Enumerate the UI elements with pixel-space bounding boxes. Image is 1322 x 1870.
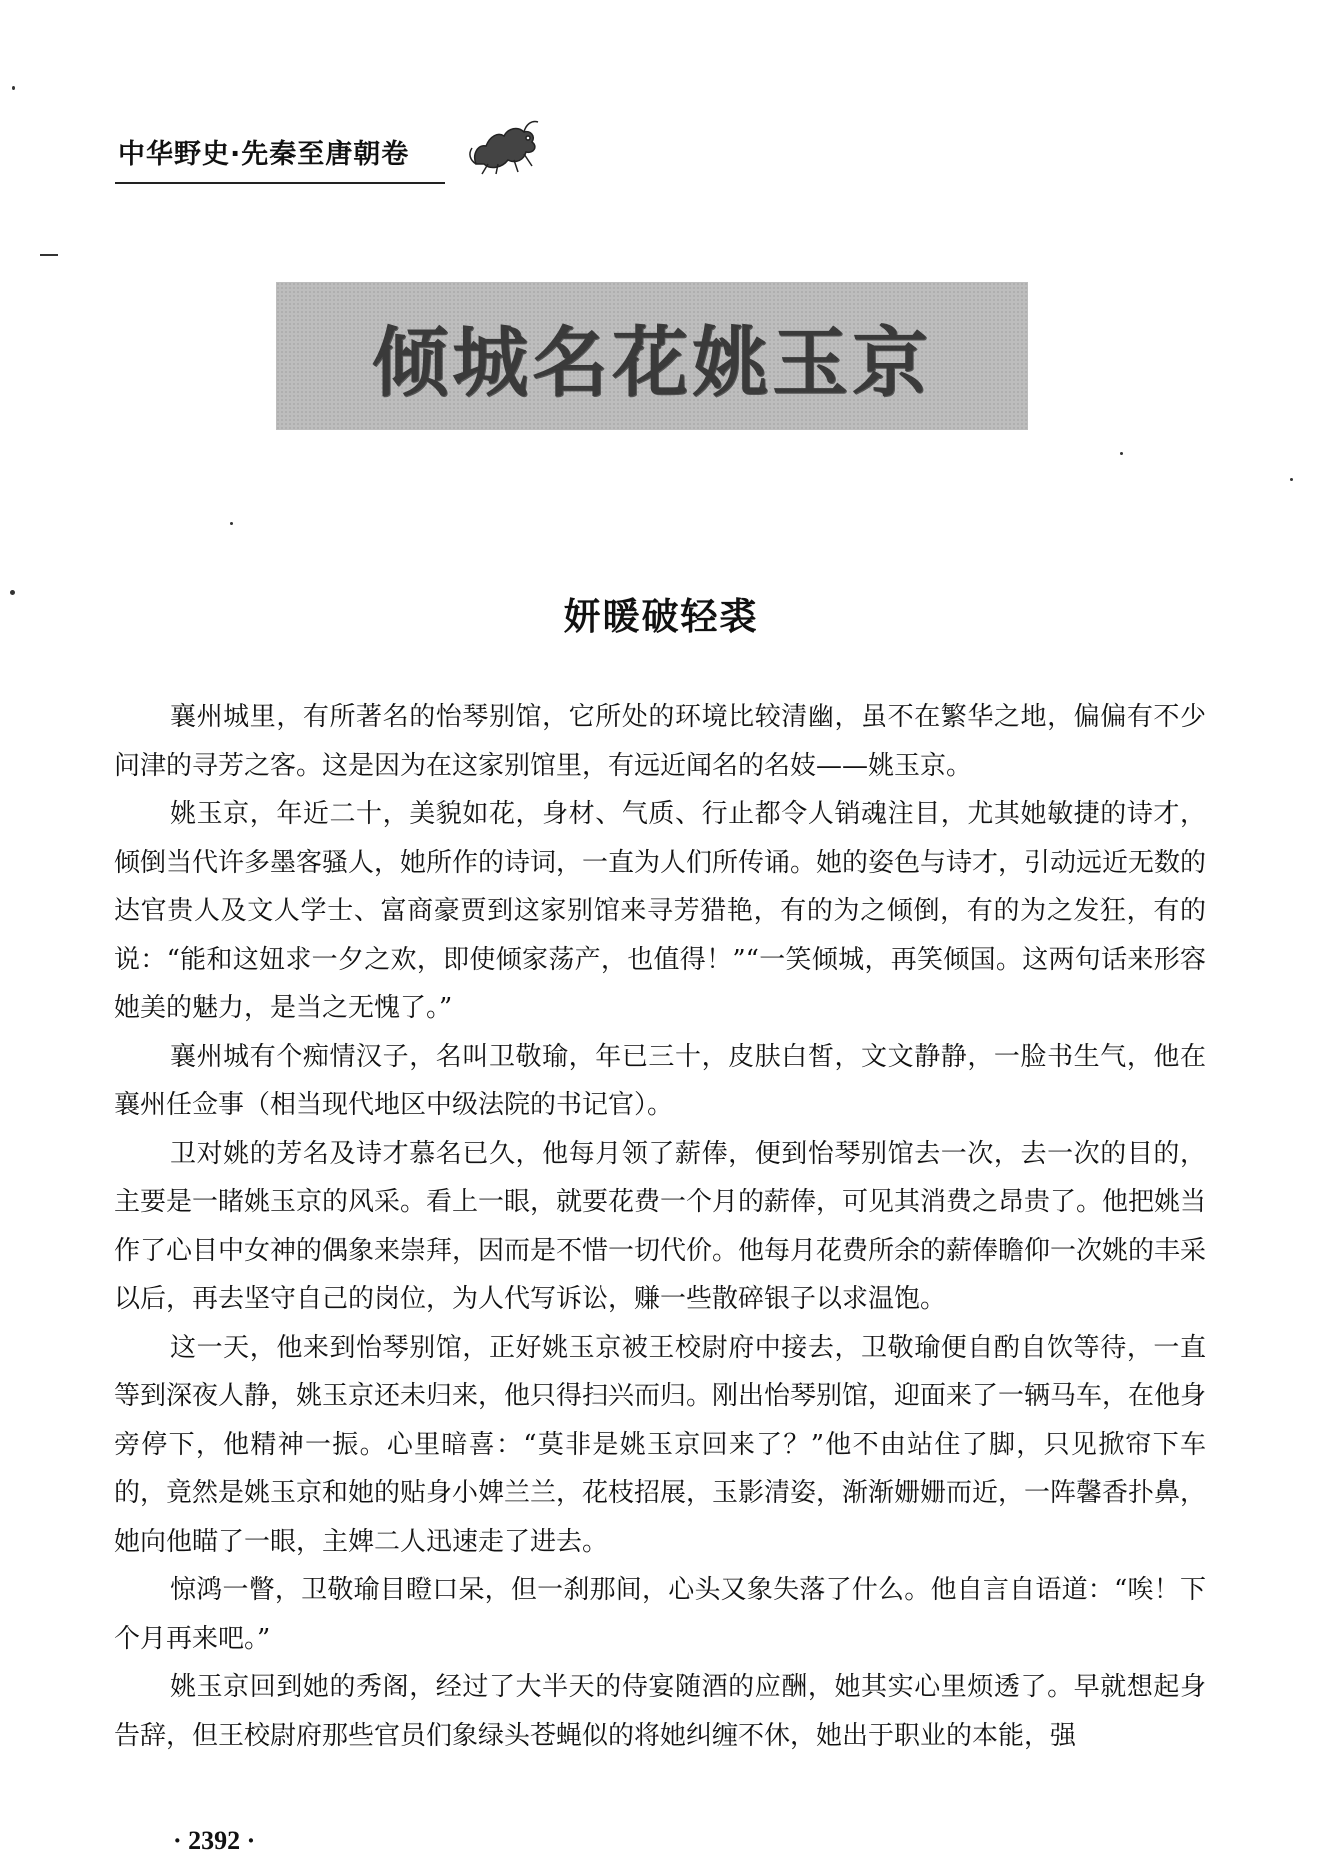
paragraph: 襄州城有个痴情汉子，名叫卫敬瑜，年已三十，皮肤白皙，文文静静，一脸书生气，他在襄州任佥事（相当现代地区中级法院的书记官）。 [114, 1041, 1206, 1120]
paragraph: 这一天，他来到怡琴别馆，正好姚玉京被王校尉府中接去，卫敬瑜便自酌自饮等待，一直等到深夜人静，姚玉京还未归来，他只得扫兴而归。刚出怡琴别馆，迎面来了一辆马车，在他身旁停下，他精神一振。心里暗喜：“莫非是姚玉京回来了？”他不由站住了脚，只见掀帘下车的，竟然是姚玉京和她的贴身小婢兰兰，花枝招展，玉影清姿，渐渐姗姗而近，一阵馨香扑鼻，她向他瞄了一眼，主婢二人迅速走了进去。 [114, 1332, 1207, 1557]
running-header [115, 118, 445, 184]
paragraph: 卫对姚的芳名及诗才慕名已久，他每月领了薪俸，便到怡琴别馆去一次，去一次的目的，主要是一睹姚玉京的风采。看上一眼，就要花费一个月的薪俸，可见其消费之昂贵了。他把姚当作了心目中女神的偶象来崇拜，因而是不惜一切代价。他每月花费所余的薪俸瞻仰一次姚的丰采以后，再去坚守自己的岗位，为人代写诉讼，赚一些散碎银子以求温饱。 [114, 1138, 1207, 1314]
chapter-banner [276, 282, 1028, 430]
paragraph: 襄州城里，有所著名的怡琴别馆，它所处的环境比较清幽，虽不在繁华之地，偏偏有不少问津的寻芳之客。这是因为在这家别馆里，有远近闻名的名妓——姚玉京。 [114, 702, 1206, 781]
scan-speck [1120, 452, 1123, 455]
paragraph: 姚玉京，年近二十，美貌如花，身材、气质、行止都令人销魂注目，尤其她敏捷的诗才，倾倒当代许多墨客骚人，她所作的诗词，一直为人们所传诵。她的姿色与诗才，引动远近无数的达官贵人及文人学士、富商豪贾到这家别馆来寻芳猎艳，有的为之倾倒，有的为之发狂，有的说：“能和这妞求一夕之欢，即使倾家荡产，也值得！”“一笑倾城，再笑倾国。这两句话来形容她美的魅力，是当之无愧了。” [114, 799, 1207, 1023]
chapter-title: 倾城名花姚玉京 [372, 317, 932, 407]
scan-speck [10, 590, 15, 595]
scan-speck [40, 254, 58, 256]
paragraph: 姚玉京回到她的秀阁，经过了大半天的侍宴随酒的应酬，她其实心里烦透了。早就想起身告辞，但王校尉府那些官员们象绿头苍蝇似的将她纠缠不休，她出于职业的本能，强 [114, 1672, 1206, 1751]
body-text [114, 693, 1206, 1760]
paragraph: 惊鸿一瞥，卫敬瑜目瞪口呆，但一刹那间，心头又象失落了什么。他自言自语道：“唉！下个月再来吧。” [114, 1575, 1206, 1654]
section-title: 妍暖破轻裘 [563, 595, 759, 638]
scan-speck [230, 522, 233, 525]
book-title: 中华野史·先秦至唐朝卷 [118, 139, 410, 170]
dragon-emblem-icon [468, 114, 542, 176]
scan-speck [1290, 478, 1293, 481]
scan-speck [12, 86, 15, 90]
page-number: · 2392 · [173, 1826, 256, 1855]
